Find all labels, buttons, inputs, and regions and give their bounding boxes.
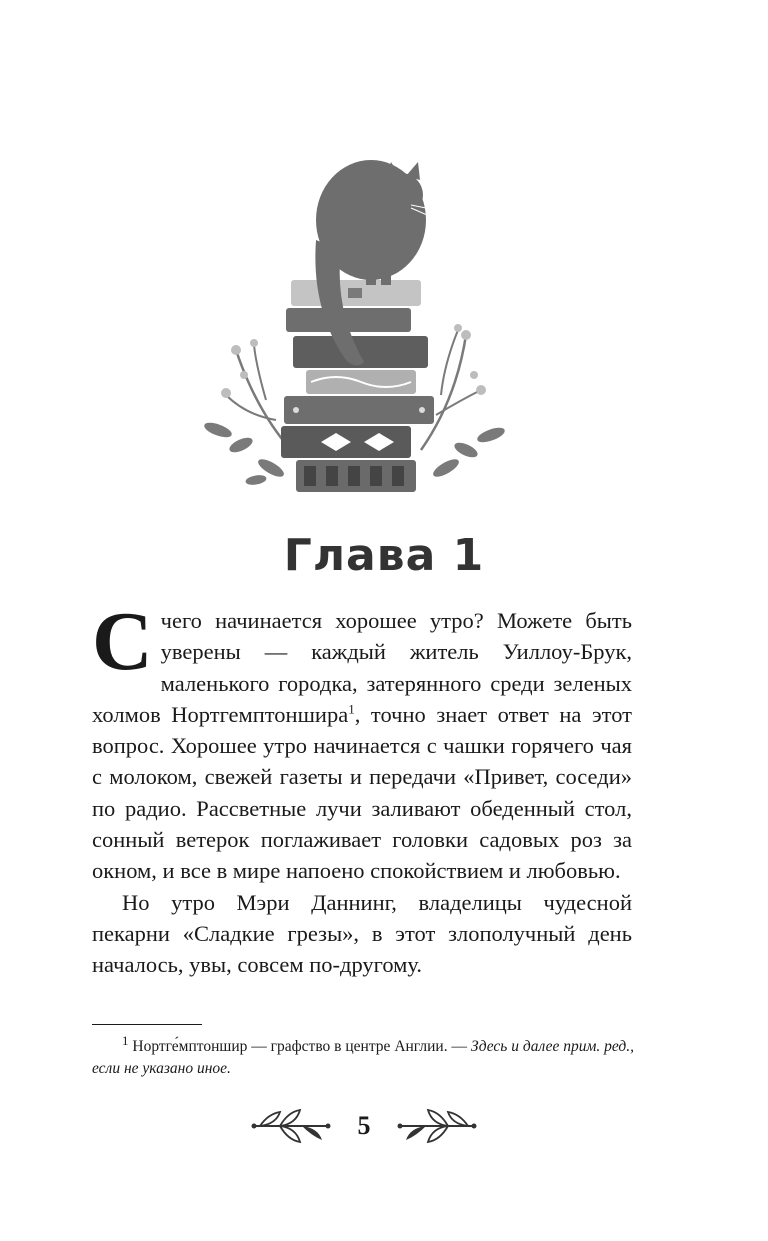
left-branch-icon: [203, 339, 291, 486]
paragraph-1-text-b: , точно знает ответ на этот вопрос. Хорошее утро начинается с чашки горячего чая с молоком, свежей газеты и передачи «Привет, соседи» по радио. Рассветные лучи заливают обеденный стол, сонный ветерок поглаживает головки садовых роз за окном, и все в мире напоено спокойствием и любовью.: [92, 701, 632, 884]
footnote-number: 1: [122, 1032, 129, 1048]
footnote: [92, 1032, 634, 1080]
body-text: [92, 595, 632, 981]
paragraph-1-text-a: чего начинается хорошее утро? Можете быть уверены — каждый житель Уиллоу-Брук, маленького городка, затерянного среди зеленых холмов Нортгемптоншира: [92, 608, 632, 727]
chapter-title: Глава 1: [283, 530, 485, 581]
chapter-illustration: [196, 150, 516, 500]
footnote-ref: 1: [348, 701, 355, 717]
left-ornament-icon: [250, 1104, 332, 1148]
page-number: 5: [357, 1111, 371, 1140]
footnote-divider: [92, 1024, 202, 1025]
drop-cap: С: [92, 595, 153, 688]
paragraph-2: Но утро Мэри Даннинг, владелицы чудесной пекарни «Сладкие грезы», в этот злополучный день началось, увы, совсем по-другому.: [92, 889, 632, 978]
footnote-text: Нортге́мптоншир — графство в центре Англии. —: [128, 1038, 471, 1055]
book-stack-icon: [281, 280, 434, 492]
cat-icon: [315, 160, 436, 366]
right-ornament-icon: [396, 1104, 478, 1148]
paragraph-1: [92, 595, 632, 887]
footnote-italic: Здесь и далее прим. ред., если не указано иное.: [92, 1038, 634, 1077]
